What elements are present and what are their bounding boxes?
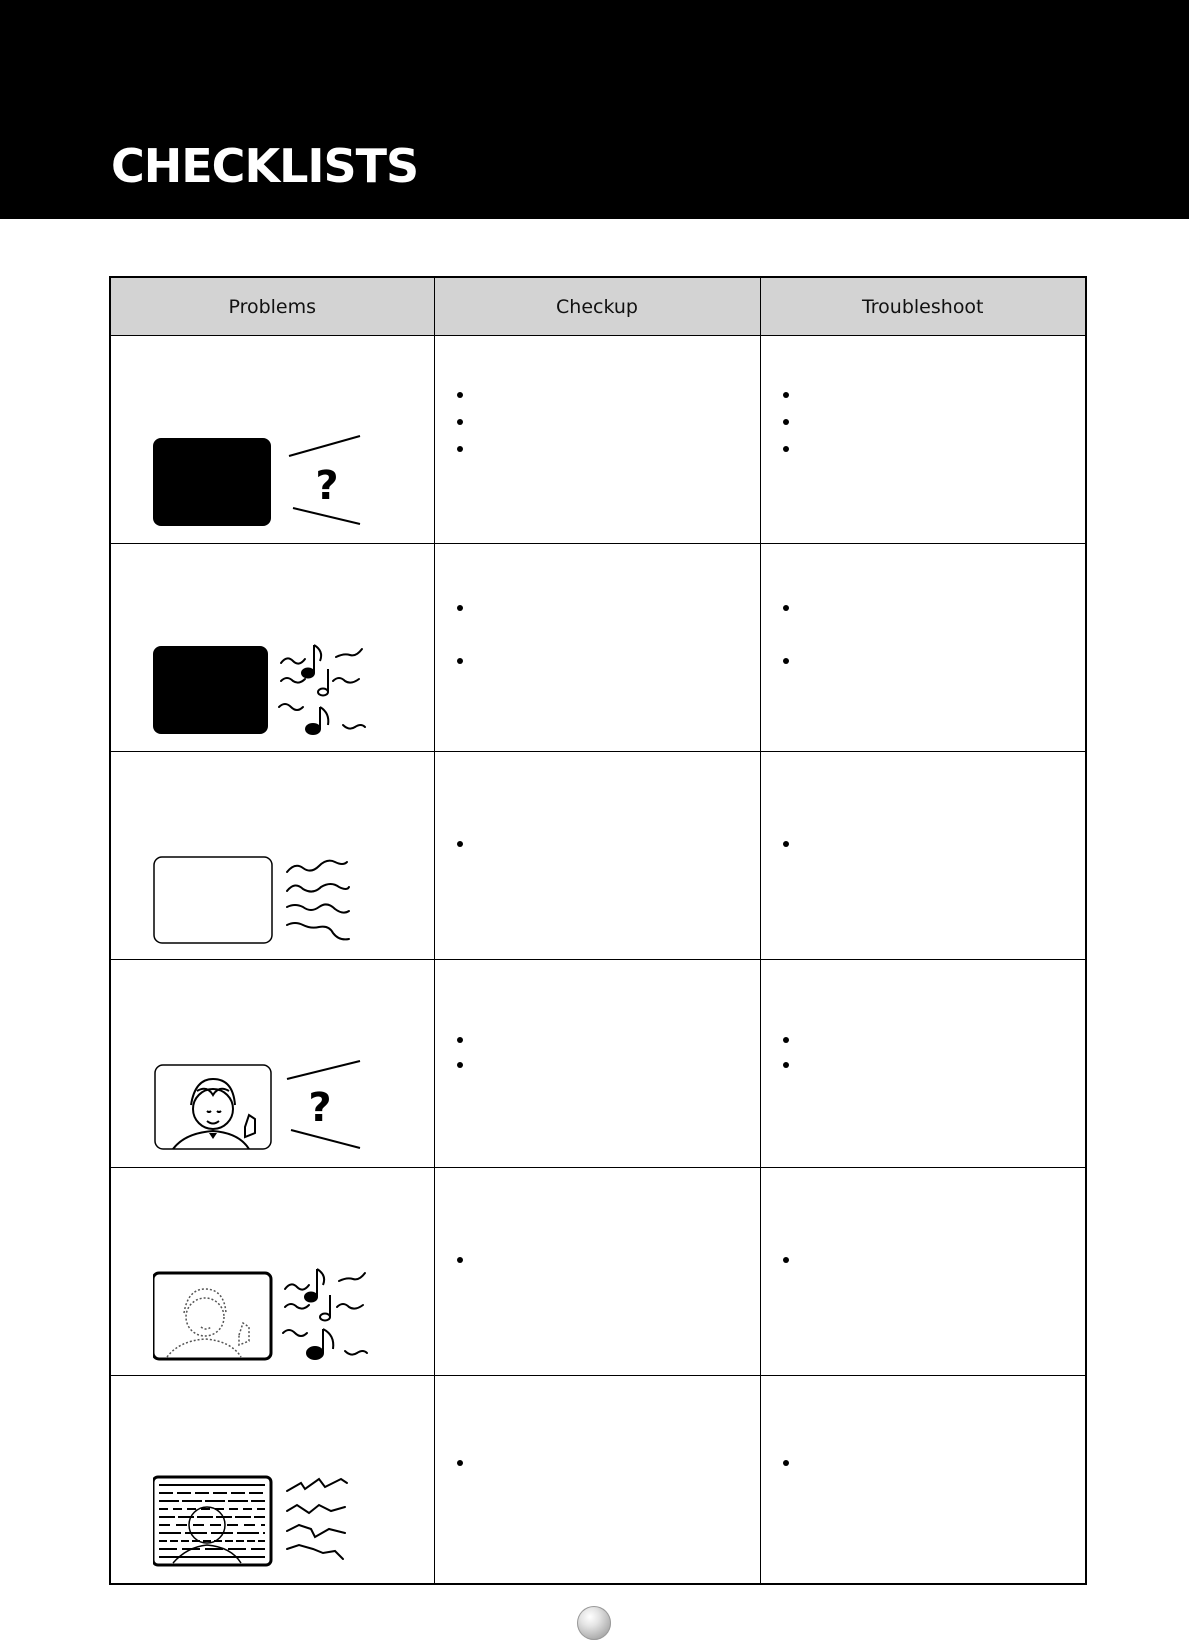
problem-cell [110, 336, 434, 544]
bullet-icon [457, 658, 463, 664]
page-number-ball-icon [577, 1606, 611, 1640]
table-header-row [110, 277, 1086, 336]
problem-cell [110, 1168, 434, 1376]
table-row [110, 1376, 1086, 1585]
table-row [110, 336, 1086, 544]
bullet-icon [783, 446, 789, 452]
bullet-icon [457, 841, 463, 847]
troubleshoot-cell [760, 336, 1086, 544]
blank-screen-no-sound-icon [153, 423, 383, 533]
bullet-icon [783, 658, 789, 664]
table-row [110, 1168, 1086, 1376]
column-header-problems: Problems [110, 277, 434, 336]
troubleshoot-cell [760, 1168, 1086, 1376]
bullet-icon [783, 1062, 789, 1068]
checkup-cell [434, 336, 760, 544]
table-row [110, 544, 1086, 752]
bullet-icon [457, 1037, 463, 1043]
troubleshoot-cell [760, 544, 1086, 752]
svg-text:?: ? [308, 1085, 332, 1131]
bullet-icon [783, 419, 789, 425]
column-header-checkup: Checkup [434, 277, 760, 336]
svg-text:?: ? [315, 463, 339, 509]
troubleshoot-cell [760, 960, 1086, 1168]
troubleshoot-cell [760, 752, 1086, 960]
faint-picture-with-sound-icon [153, 1255, 383, 1365]
checkup-cell [434, 1376, 760, 1585]
bullet-icon [457, 419, 463, 425]
problem-cell [110, 960, 434, 1168]
bullet-icon [783, 605, 789, 611]
bullet-icon [783, 1460, 789, 1466]
bullet-icon [457, 1062, 463, 1068]
problem-cell [110, 544, 434, 752]
bullet-icon [783, 1257, 789, 1263]
checkup-cell [434, 960, 760, 1168]
checkup-cell [434, 1168, 760, 1376]
bullet-icon [457, 605, 463, 611]
problem-cell [110, 752, 434, 960]
bullet-icon [457, 1257, 463, 1263]
bullet-icon [783, 1037, 789, 1043]
troubleshoot-cell [760, 1376, 1086, 1585]
checkup-cell [434, 544, 760, 752]
picture-no-sound-icon [153, 1047, 383, 1157]
checklist-table [109, 276, 1087, 1585]
problem-cell [110, 1376, 434, 1585]
white-screen-noise-icon [153, 839, 383, 949]
column-header-troubleshoot: Troubleshoot [760, 277, 1086, 336]
page-title: CHECKLISTS [111, 139, 419, 193]
table-row [110, 960, 1086, 1168]
bullet-icon [457, 1460, 463, 1466]
bullet-icon [783, 841, 789, 847]
bullet-icon [783, 392, 789, 398]
table-row [110, 752, 1086, 960]
bullet-icon [457, 392, 463, 398]
checkup-cell [434, 752, 760, 960]
bullet-icon [457, 446, 463, 452]
snowy-picture-noise-icon [153, 1463, 383, 1573]
blank-screen-with-sound-icon [153, 631, 383, 741]
